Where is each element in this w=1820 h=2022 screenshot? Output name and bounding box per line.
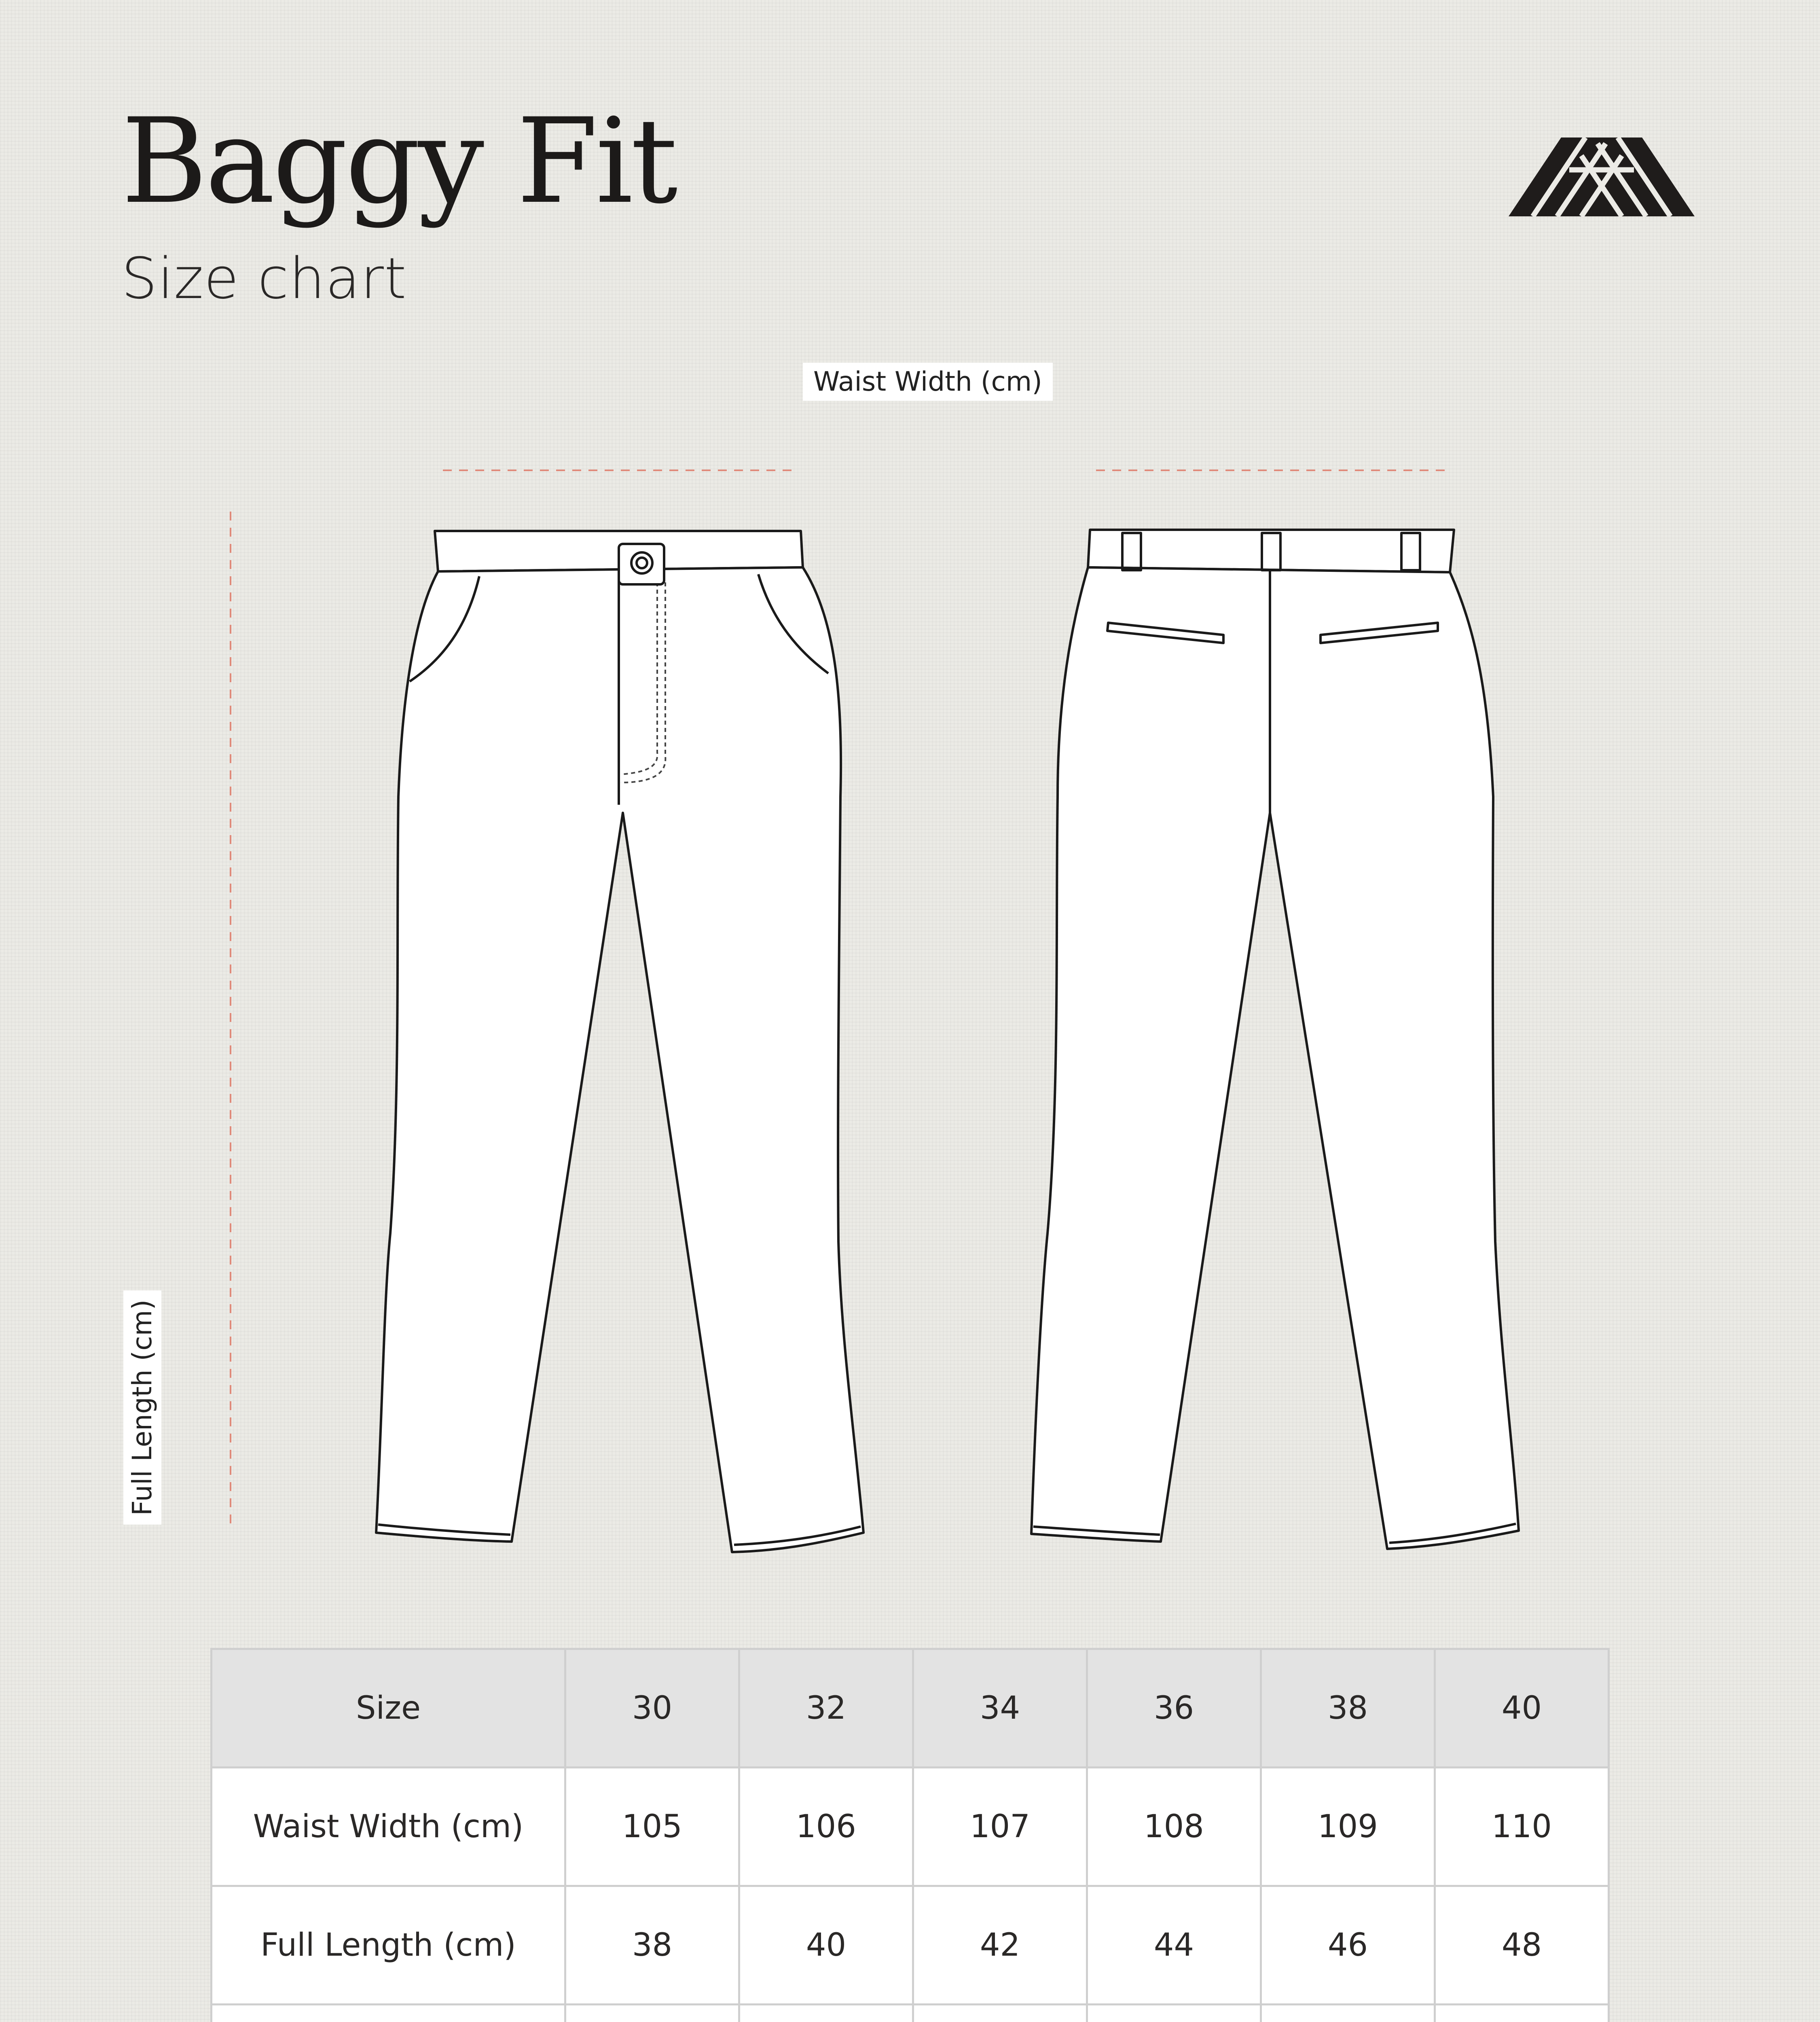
header-cell: 36 [1087, 1649, 1261, 1768]
table-cell [1435, 2005, 1609, 2022]
header-cell: 32 [739, 1649, 913, 1768]
table-cell [1087, 2005, 1261, 2022]
table-row [212, 1886, 1609, 2005]
header-cell: 34 [913, 1649, 1087, 1768]
table-cell [739, 2005, 913, 2022]
table-cell: 48 [1435, 1886, 1609, 2005]
table-cell: 38 [565, 1886, 739, 2005]
front-view-pants [376, 531, 863, 1552]
table-cell: 107 [913, 1768, 1087, 1886]
back-view-pants [1031, 530, 1519, 1549]
header-cell: 30 [565, 1649, 739, 1768]
table-header-row [212, 1649, 1609, 1768]
table-cell: 110 [1435, 1768, 1609, 1886]
table-cell: 44 [1087, 1886, 1261, 2005]
table-row [212, 1768, 1609, 1886]
page-subtitle: Size chart [121, 246, 407, 312]
table-cell: 109 [1261, 1768, 1435, 1886]
table-cell: 42 [913, 1886, 1087, 2005]
row-label-hip [212, 2005, 565, 2022]
table-cell [1261, 2005, 1435, 2022]
table-cell [565, 2005, 739, 2022]
table-cell: 46 [1261, 1886, 1435, 2005]
header-cell: 40 [1435, 1649, 1609, 1768]
header-cell: 38 [1261, 1649, 1435, 1768]
table-row [212, 2005, 1609, 2022]
row-label-waist: Waist Width (cm) [212, 1768, 565, 1886]
page-title: Baggy Fit [121, 93, 675, 230]
table-cell: 40 [739, 1886, 913, 2005]
table-cell: 105 [565, 1768, 739, 1886]
full-length-label: Full Length (cm) [123, 1290, 161, 1525]
row-label-length: Full Length (cm) [212, 1886, 565, 2005]
table-cell [913, 2005, 1087, 2022]
table-cell: 108 [1087, 1768, 1261, 1886]
header-cell-size: Size [212, 1649, 565, 1768]
size-chart-table [210, 1648, 1610, 2022]
table-cell: 106 [739, 1768, 913, 1886]
waist-width-label: Waist Width (cm) [803, 363, 1053, 401]
